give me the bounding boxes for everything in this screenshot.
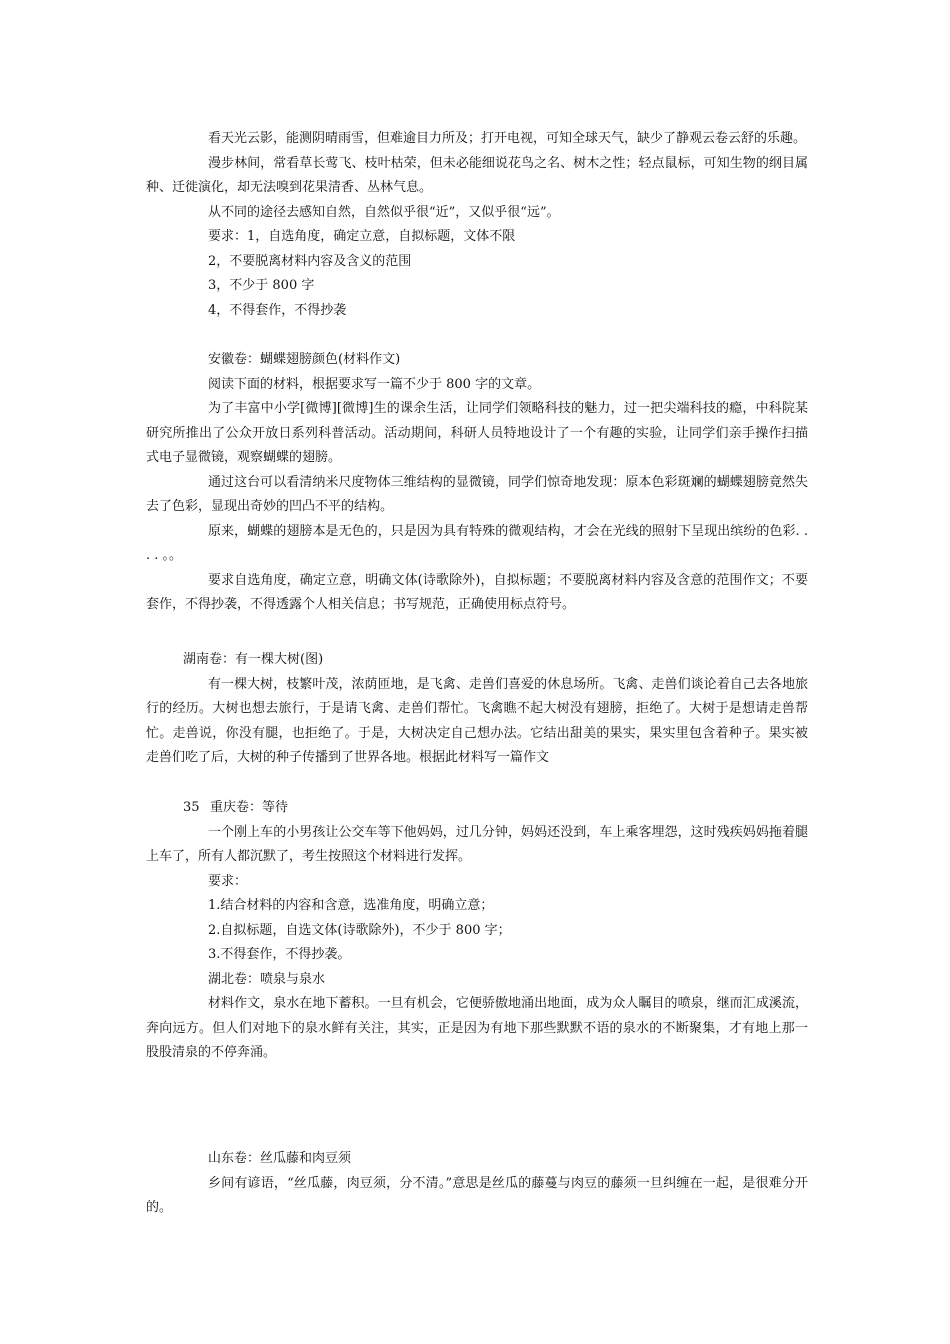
- paragraph: 有一棵大树，枝繁叶茂，浓荫匝地，是飞禽、走兽们喜爱的休息场所。飞禽、走兽们谈论着自己去各地旅行的经历。大树也想去旅行，于是请飞禽、走兽们帮忙。飞禽瞧不起大树没有翅膀，拒绝了。大树于是想请走兽帮忙。走兽说，你没有腿，也拒绝了。于是，大树决定自己想办法。它结出甜美的果实，果实里包含着种子。果实被走兽们吃了后，大树的种子传播到了世界各地。根据此材料写一篇作文: [146, 676, 808, 765]
- requirement-line: 4，不得套作，不得抄袭: [208, 302, 347, 318]
- section-title: 湖南卷：有一棵大树(图): [183, 652, 324, 667]
- section-title: 重庆卷：等待: [210, 800, 289, 815]
- section-hunan: [146, 648, 808, 771]
- paragraph: 材料作文，泉水在地下蓄积。一旦有机会，它便骄傲地涌出地面，成为众人瞩目的喷泉，继而汇成溪流，奔向远方。但人们对地下的泉水鲜有关注，其实，正是因为有地下那些默默不语的泉水的不断聚集，才有地上那一股股清泉的不停奔涌。: [146, 996, 808, 1060]
- paragraph: 从不同的途径去感知自然，自然似乎很“近”，又似乎很“远”。: [208, 204, 560, 220]
- requirement-line: 3，不少于 800 字: [208, 278, 315, 293]
- requirement-line: 3.不得套作，不得抄袭。: [208, 947, 351, 962]
- section-heading: [146, 796, 808, 821]
- paragraph: 看天光云影，能测阴晴雨雪，但难逾目力所及；打开电视，可知全球天气，缺少了静观云卷云舒的乐趣。: [208, 131, 807, 146]
- paragraph: 乡间有谚语，“丝瓜藤，肉豆须，分不清。”意思是丝瓜的藤蔓与肉豆的藤须一旦纠缠在一起，是很难分开的。: [146, 1175, 808, 1215]
- paragraph: 一个刚上车的小男孩让公交车等下他妈妈，过几分钟，妈妈还没到，车上乘客埋怨，这时残疾妈妈拖着腿上车了，所有人都沉默了，考生按照这个材料进行发挥。: [146, 824, 808, 864]
- section-chongqing: [146, 796, 808, 1066]
- requirement-line: 要求：1，自选角度，确定立意，自拟标题，文体不限: [208, 229, 516, 244]
- section-title: 安徽卷：蝴蝶翅膀颜色(材料作文): [208, 352, 401, 367]
- paragraph: 要求自选角度，确定立意，明确文体(诗歌除外)，自拟标题；不要脱离材料内容及含意的范围作文；不要套作，不得抄袭，不得透露个人相关信息；书写规范，正确使用标点符号。: [146, 572, 808, 612]
- paragraph: 阅读下面的材料，根据要求写一篇不少于 800 字的文章。: [208, 376, 541, 392]
- section-nature: [146, 127, 808, 323]
- section-title: 山东卷：丝瓜藤和肉豆须: [208, 1151, 352, 1166]
- section-anhui: [146, 348, 808, 618]
- requirement-line: 2.自拟标题，自选文体(诗歌除外)，不少于 800 字；: [208, 922, 511, 938]
- question-number: 35: [183, 800, 200, 815]
- requirement-line: 1.结合材料的内容和含意，选准角度，明确立意；: [208, 898, 494, 913]
- section-title: 湖北卷：喷泉与泉水: [208, 971, 326, 987]
- paragraph: 原来，蝴蝶的翅膀本是无色的，只是因为具有特殊的微观结构，才会在光线的照射下呈现出缤纷的色彩. . . . 。。: [146, 523, 808, 563]
- section-shandong: [146, 1147, 808, 1221]
- paragraph: 通过这台可以看清纳米尺度物体三维结构的显微镜，同学们惊奇地发现：原本色彩斑斓的蝴蝶翅膀竟然失去了色彩，显现出奇妙的凹凸不平的结构。: [146, 474, 808, 514]
- paragraph: 漫步林间，常看草长莺飞、枝叶枯荣，但未必能细说花鸟之名、树木之性；轻点鼠标，可知生物的纲目属种、迁徙演化，却无法嗅到花果清香、丛林气息。: [146, 155, 808, 195]
- requirement-line: 2，不要脱离材料内容及含义的范围: [208, 253, 412, 269]
- paragraph: 为了丰富中小学[微博][微博]生的课余生活，让同学们领略科技的魅力，过一把尖端科技的瘾，中科院某研究所推出了公众开放日系列科普活动。活动期间，科研人员特地设计了一个有趣的实验，让同学们亲手操作扫描式电子显微镜，观察蝴蝶的翅膀。: [146, 401, 808, 465]
- requirement-line: 要求：: [208, 873, 248, 889]
